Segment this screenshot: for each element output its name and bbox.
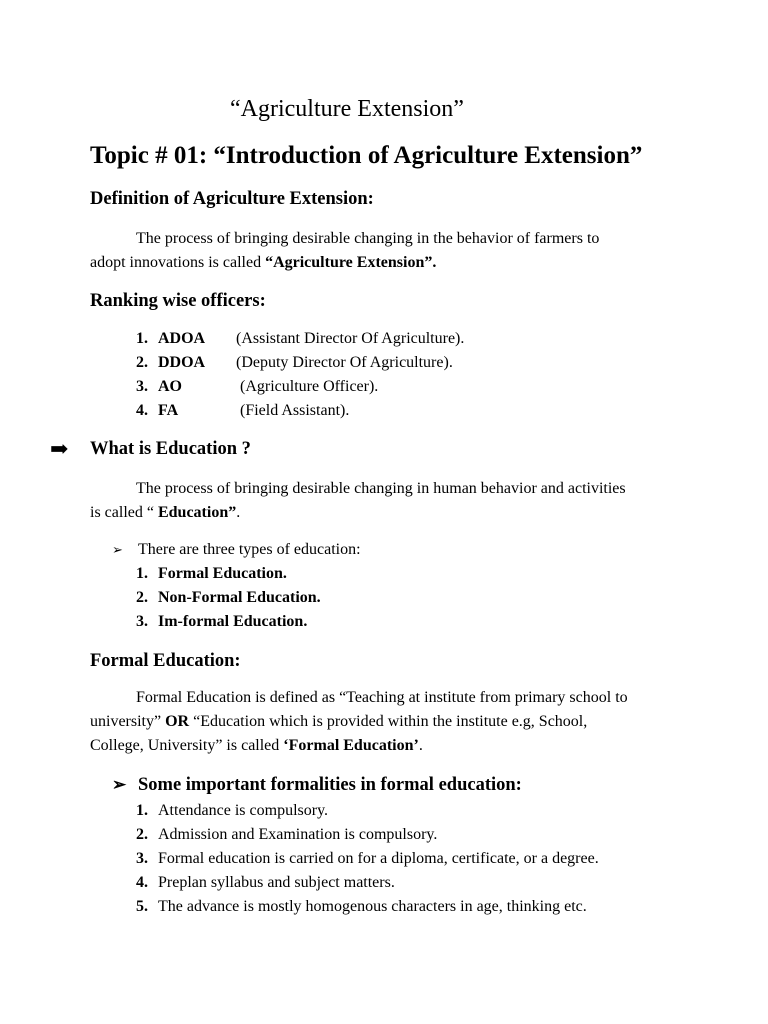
list-number: 1. bbox=[136, 802, 148, 819]
education-type-label: Non-Formal Education. bbox=[158, 589, 321, 606]
topic-heading: Topic # 01: “Introduction of Agriculture Extension” bbox=[90, 142, 643, 169]
list-number: 1. bbox=[136, 565, 148, 582]
list-number: 3. bbox=[136, 378, 148, 395]
education-type-label: Formal Education. bbox=[158, 565, 287, 582]
ranking-heading: Ranking wise officers: bbox=[90, 291, 266, 311]
ranking-item-adoa bbox=[136, 330, 464, 348]
formality-item bbox=[136, 802, 328, 820]
formality-text: Admission and Examination is compulsory. bbox=[158, 826, 438, 843]
definition-line-2-text: adopt innovations is called bbox=[90, 254, 266, 271]
education-type-non-formal bbox=[136, 589, 321, 607]
formality-text: The advance is mostly homogenous characters in age, thinking etc. bbox=[158, 898, 587, 915]
formal-line-1: Formal Education is defined as “Teaching at institute from primary school to bbox=[136, 689, 628, 706]
education-line-1: The process of bringing desirable changing in human behavior and activities bbox=[136, 480, 626, 497]
list-number: 4. bbox=[136, 402, 148, 419]
list-number: 1. bbox=[136, 330, 148, 347]
formality-text: Formal education is carried on for a diploma, certificate, or a degree. bbox=[158, 850, 599, 867]
list-number: 4. bbox=[136, 874, 148, 891]
formal-line-3-end: . bbox=[418, 737, 423, 754]
formality-item bbox=[136, 826, 437, 844]
education-term: Education” bbox=[157, 504, 237, 521]
education-heading: What is Education ? bbox=[90, 439, 251, 459]
types-intro-text: There are three types of education: bbox=[138, 541, 361, 558]
list-number: 5. bbox=[136, 898, 148, 915]
definition-term: “Agriculture Extension”. bbox=[265, 254, 437, 271]
officer-desc: (Agriculture Officer). bbox=[236, 378, 379, 395]
definition-line-1: The process of bringing desirable changing in the behavior of farmers to bbox=[136, 230, 600, 247]
officer-desc: (Field Assistant). bbox=[236, 402, 350, 419]
arrowhead-bullet-icon: ➢ bbox=[112, 542, 123, 557]
document-title: “Agriculture Extension” bbox=[230, 96, 464, 122]
list-number: 3. bbox=[136, 613, 148, 630]
formality-text: Attendance is compulsory. bbox=[158, 802, 329, 819]
definition-heading: Definition of Agriculture Extension: bbox=[90, 189, 374, 209]
officer-abbr: ADOA bbox=[158, 330, 206, 347]
list-number: 2. bbox=[136, 826, 148, 843]
education-types-intro bbox=[112, 541, 361, 559]
formality-text: Preplan syllabus and subject matters. bbox=[158, 874, 395, 891]
formal-term: ‘Formal Education’ bbox=[283, 737, 419, 754]
formal-line-2 bbox=[90, 713, 587, 731]
officer-abbr: DDOA bbox=[158, 354, 206, 371]
ranking-item-fa bbox=[136, 402, 349, 420]
formal-line-2-end: “Education which is provided within the institute e.g, School, bbox=[189, 713, 588, 730]
ranking-item-ao bbox=[136, 378, 378, 396]
formal-line-3-text: College, University” is called bbox=[90, 737, 284, 754]
officer-desc: (Deputy Director Of Agriculture). bbox=[236, 354, 453, 371]
arrow-right-icon: ➡ bbox=[50, 436, 69, 461]
definition-line-2 bbox=[90, 254, 436, 272]
formality-item bbox=[136, 898, 587, 916]
formal-line-3 bbox=[90, 737, 423, 755]
arrowhead-bullet-icon: ➢ bbox=[112, 775, 127, 794]
education-line-2 bbox=[90, 504, 240, 522]
formal-line-2-text: university” bbox=[90, 713, 166, 730]
education-type-informal bbox=[136, 613, 307, 631]
education-type-formal bbox=[136, 565, 287, 583]
list-number: 3. bbox=[136, 850, 148, 867]
officer-abbr: AO bbox=[158, 378, 182, 395]
ranking-item-ddoa bbox=[136, 354, 453, 372]
officer-desc: (Assistant Director Of Agriculture). bbox=[236, 330, 465, 347]
education-type-label: Im-formal Education. bbox=[158, 613, 308, 630]
formalities-heading bbox=[112, 775, 522, 796]
formality-item bbox=[136, 850, 599, 868]
list-number: 2. bbox=[136, 589, 148, 606]
officer-abbr: FA bbox=[158, 402, 179, 419]
education-line-2-text: is called “ bbox=[90, 504, 158, 521]
formality-item bbox=[136, 874, 395, 892]
formal-education-heading: Formal Education: bbox=[90, 651, 241, 671]
formalities-heading-text: Some important formalities in formal education: bbox=[138, 775, 522, 795]
formal-or: OR bbox=[165, 713, 190, 730]
education-line-2-end: . bbox=[236, 504, 241, 521]
list-number: 2. bbox=[136, 354, 148, 371]
